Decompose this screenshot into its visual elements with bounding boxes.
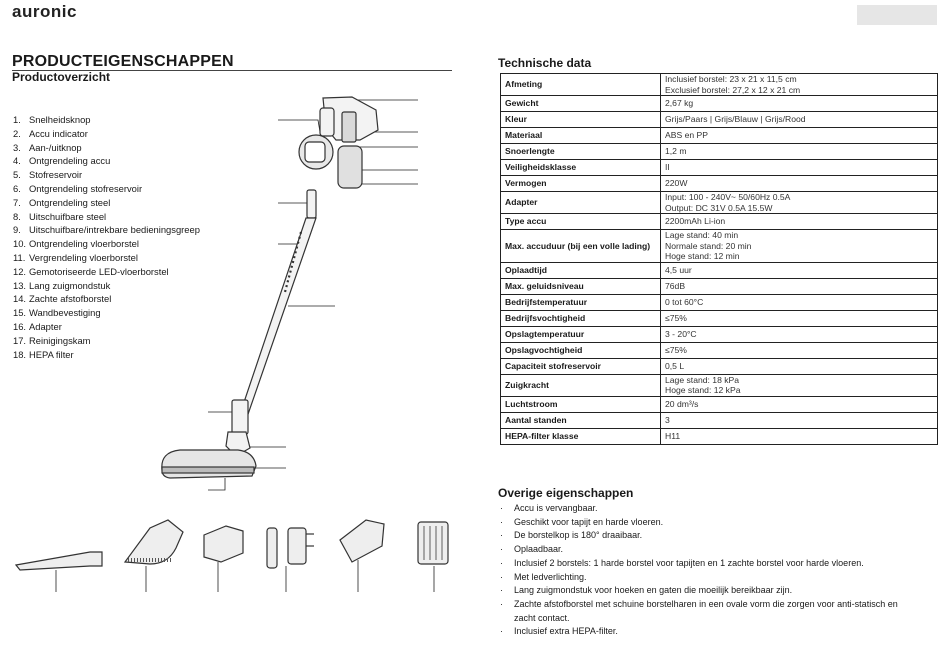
floor-brush-release <box>232 400 248 434</box>
spec-key: Bedrijfsvochtigheid <box>501 310 661 326</box>
leader-line <box>208 478 225 490</box>
spec-key: Veiligheidsklasse <box>501 160 661 176</box>
spec-row <box>501 310 938 326</box>
part-label: Reinigingskam <box>29 334 91 346</box>
adapter-plug <box>288 528 306 564</box>
technical-data-title: Technische data <box>498 56 592 70</box>
floor-brush <box>162 450 256 478</box>
spec-value-line: ABS en PP <box>665 130 708 141</box>
spec-value-line: Hoge stand: 12 kPa <box>665 385 741 395</box>
spec-key: Adapter <box>501 192 661 214</box>
spec-value <box>661 192 938 214</box>
spec-value-line: Output: DC 31V 0.5A 15.5W <box>665 202 773 213</box>
spec-value-line: Lage stand: 18 kPa <box>665 374 740 385</box>
part-number: 10. <box>13 238 27 250</box>
spec-value-line: II <box>665 162 670 173</box>
part-number: 1. <box>13 114 21 125</box>
spec-value <box>661 428 938 444</box>
spec-row <box>501 96 938 112</box>
crevice-tool <box>16 552 102 570</box>
spec-key: Kleur <box>501 112 661 128</box>
part-label: Stofreservoir <box>29 169 83 181</box>
vacuum-body <box>162 97 378 478</box>
spec-value <box>661 96 938 112</box>
spec-key: Opslagvochtigheid <box>501 342 661 358</box>
page-subtitle: Productoverzicht <box>12 70 111 84</box>
part-label: HEPA filter <box>29 348 74 360</box>
spec-value <box>661 310 938 326</box>
spec-value <box>661 144 938 160</box>
spec-row <box>501 294 938 310</box>
battery-indicator <box>342 112 356 142</box>
feature-item: · Lang zuigmondstuk voor hoeken en gaten die moeilijk bereikbaar zijn. <box>500 584 920 598</box>
part-number: 4. <box>13 155 21 167</box>
spec-key: Materiaal <box>501 128 661 144</box>
spec-value <box>661 358 938 374</box>
part-label: Snelheidsknop <box>29 114 91 125</box>
spec-key: Aantal standen <box>501 412 661 428</box>
spec-value-line: 20 dm³/s <box>665 398 699 409</box>
spec-value-line: 3 <box>665 414 670 425</box>
part-label: Lang zuigmondstuk <box>29 279 111 291</box>
spec-value-line: 4,5 uur <box>665 264 692 275</box>
spec-value-line: 3 - 20°C <box>665 328 697 339</box>
feature-item: · Oplaadbaar. <box>500 543 920 557</box>
spec-value-line: ≤75% <box>665 344 687 355</box>
part-label: Ontgrendeling steel <box>29 196 111 208</box>
spec-value-line: 220W <box>665 178 688 189</box>
adapter-cable <box>267 528 277 568</box>
spec-value <box>661 374 938 396</box>
spec-row <box>501 128 938 144</box>
leader-line <box>278 120 320 132</box>
spec-value-line: Exclusief borstel: 27,2 x 12 x 21 cm <box>665 84 801 95</box>
spec-key: Bedrijfstemperatuur <box>501 294 661 310</box>
feature-item: · Inclusief extra HEPA-filter. <box>500 625 920 639</box>
spec-key: HEPA-filter klasse <box>501 428 661 444</box>
page-title: PRODUCTEIGENSCHAPPEN <box>12 53 234 70</box>
spec-value <box>661 262 938 278</box>
accessories <box>16 520 448 570</box>
spec-key: Max. accuduur (bij een volle lading) <box>501 230 661 263</box>
spec-row <box>501 326 938 342</box>
part-label: Gemotoriseerde LED-vloerborstel <box>29 265 169 277</box>
part-label: Ontgrendeling stofreservoir <box>29 182 143 194</box>
feature-item: · Accu is vervangbaar. <box>500 502 920 516</box>
spec-value <box>661 278 938 294</box>
hepa-filter <box>418 522 448 564</box>
cleaning-comb <box>340 520 384 562</box>
spec-value-line: 0 tot 60°C <box>665 296 704 307</box>
spec-row <box>501 262 938 278</box>
spec-row <box>501 374 938 396</box>
spec-value-line: 1,2 m <box>665 146 687 157</box>
spec-value <box>661 74 938 96</box>
spec-key: Luchtstroom <box>501 396 661 412</box>
spec-value-line: Input: 100 - 240V~ 50/60Hz 0.5A <box>665 192 791 202</box>
spec-key: Capaciteit stofreservoir <box>501 358 661 374</box>
part-number: 3. <box>13 141 21 153</box>
spec-key: Gewicht <box>501 96 661 112</box>
spec-value-line: 2,67 kg <box>665 98 694 109</box>
spec-value <box>661 412 938 428</box>
spec-value-line: 0,5 L <box>665 360 685 371</box>
part-label: Adapter <box>29 320 62 332</box>
feature-item: · Met ledverlichting. <box>500 571 920 585</box>
spec-key: Afmeting <box>501 74 661 96</box>
spec-value-line: Normale stand: 20 min <box>665 240 752 251</box>
part-number: 14. <box>13 293 27 305</box>
spec-table <box>500 73 938 445</box>
stick-release <box>307 190 316 218</box>
page-tab-marker <box>857 5 937 25</box>
spec-value <box>661 342 938 358</box>
feature-item: · Zachte afstofborstel met schuine borstelharen in een ovale vorm die zorgen voor anti-statisch en zacht contact. <box>500 598 920 625</box>
spec-value-line: H11 <box>665 430 681 441</box>
spec-key: Vermogen <box>501 176 661 192</box>
extendable-stick <box>238 218 316 420</box>
wall-mount <box>204 526 243 562</box>
part-label: Zachte afstofborstel <box>29 293 112 305</box>
spec-value <box>661 214 938 230</box>
spec-value-line: 2200mAh Li-ion <box>665 216 726 227</box>
spec-key: Max. geluidsniveau <box>501 278 661 294</box>
part-number: 8. <box>13 210 21 222</box>
spec-value <box>661 128 938 144</box>
spec-row <box>501 112 938 128</box>
spec-row <box>501 412 938 428</box>
part-number: 11. <box>13 251 26 263</box>
part-label: Ontgrendeling accu <box>29 155 111 167</box>
spec-value-line: Lage stand: 40 min <box>665 230 739 240</box>
spec-row <box>501 176 938 192</box>
spec-value-line: Hoge stand: 12 min <box>665 251 740 261</box>
feature-item: · De borstelkop is 180° draaibaar. <box>500 529 920 543</box>
dusting-brush <box>125 520 183 564</box>
other-features-title: Overige eigenschappen <box>498 486 634 500</box>
spec-value <box>661 176 938 192</box>
spec-value-line: ≤75% <box>665 312 687 323</box>
part-label: Ontgrendeling vloerborstel <box>29 238 139 250</box>
feature-item: · Geschikt voor tapijt en harde vloeren. <box>500 516 920 530</box>
part-label: Accu indicator <box>29 127 88 139</box>
part-number: 7. <box>13 196 21 208</box>
spec-row <box>501 214 938 230</box>
part-number: 6. <box>13 182 21 194</box>
spec-value-line: 76dB <box>665 280 686 291</box>
accessory-leaders <box>56 560 434 592</box>
part-label: Wandbevestiging <box>29 307 101 319</box>
spec-row <box>501 74 938 96</box>
brand-logo: auronic <box>12 2 77 21</box>
spec-row <box>501 428 938 444</box>
spec-row <box>501 342 938 358</box>
spec-value <box>661 326 938 342</box>
spec-value <box>661 230 938 263</box>
part-label: Uitschuifbare steel <box>29 210 107 222</box>
dust-container <box>338 146 362 188</box>
part-number: 12. <box>13 265 27 277</box>
power-button <box>305 142 325 162</box>
part-number: 2. <box>13 127 21 139</box>
spec-value <box>661 396 938 412</box>
part-number: 5. <box>13 169 21 181</box>
spec-value <box>661 112 938 128</box>
spec-value-line: Inclusief borstel: 23 x 21 x 11,5 cm <box>665 74 797 84</box>
brush-led-strip <box>162 467 254 473</box>
spec-key: Snoerlengte <box>501 144 661 160</box>
spec-value <box>661 160 938 176</box>
part-number: 17. <box>13 334 27 346</box>
spec-key: Opslagtemperatuur <box>501 326 661 342</box>
spec-value <box>661 294 938 310</box>
part-number: 15. <box>13 307 27 319</box>
spec-row <box>501 192 938 214</box>
spec-row <box>501 160 938 176</box>
spec-value-line: Grijs/Paars | Grijs/Blauw | Grijs/Rood <box>665 114 806 125</box>
speed-button-panel <box>320 108 334 136</box>
spec-row <box>501 278 938 294</box>
spec-row <box>501 230 938 263</box>
part-number: 16. <box>13 320 27 332</box>
part-label: Uitschuifbare/intrekbare bedieningsgreep <box>29 224 200 236</box>
spec-key: Oplaadtijd <box>501 262 661 278</box>
spec-row <box>501 358 938 374</box>
part-number: 18. <box>13 348 27 360</box>
spec-key: Zuigkracht <box>501 374 661 396</box>
features-list <box>500 502 920 639</box>
spec-row <box>501 396 938 412</box>
part-label: Aan-/uitknop <box>29 141 82 153</box>
spec-key: Type accu <box>501 214 661 230</box>
feature-item: · Inclusief 2 borstels: 1 harde borstel voor tapijten en 1 zachte borstel voor harde vloeren. <box>500 557 920 571</box>
spec-row <box>501 144 938 160</box>
part-label: Vergrendeling vloerborstel <box>29 251 138 263</box>
part-number: 13. <box>13 279 27 291</box>
part-number: 9. <box>13 224 21 236</box>
